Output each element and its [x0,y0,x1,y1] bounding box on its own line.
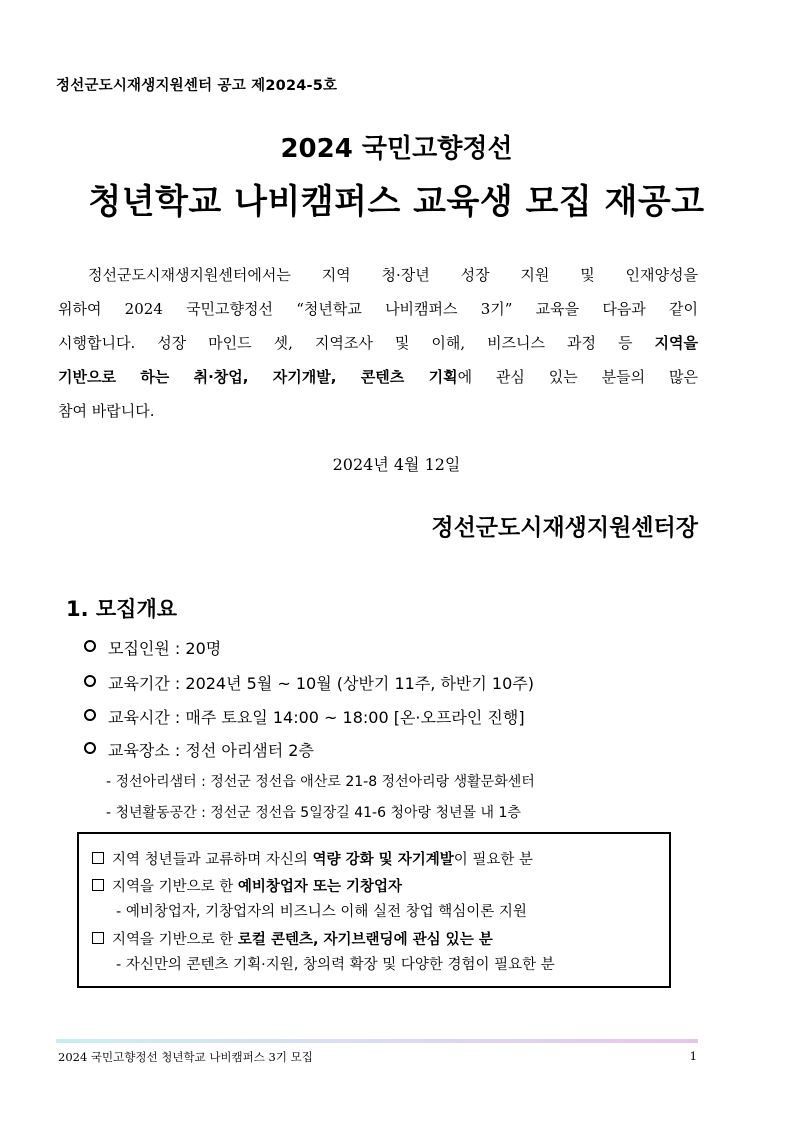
intro-line-4-bold: 기반으로 하는 취·창업, 자기개발, 콘텐츠 기획 [58,368,458,386]
overview-item-text: 모집인원 : 20명 [108,639,222,658]
intro-line-2: 위하여 2024 국민고향정선 “청년학교 나비캠퍼스 3기” 교육을 다음과 같이 [58,300,698,318]
intro-line-1: 정선군도시재생지원센터에서는 지역 청·장년 성장 지원 및 인재양성을 [88,266,698,284]
footer-divider [56,1039,698,1043]
section-title: 1. 모집개요 [66,597,178,621]
overview-item [84,636,221,659]
notice-number: 정선군도시재생지원센터 공고 제2024-5호 [56,78,338,94]
intro-line-4-text: 에 관심 있는 분들의 많은 [457,368,698,386]
page-title: 청년학교 나비캠퍼스 교육생 모집 재공고 [88,182,705,222]
target-item: 지역을 기반으로 한 로컬 콘텐츠, 자기브랜딩에 관심 있는 분 [92,928,493,949]
circle-bullet-icon [84,640,96,652]
intro-line-4 [58,360,698,394]
title-line-1: 2024 국민고향정선 [280,134,513,164]
intro-paragraph [58,258,698,428]
checkbox-icon [92,879,104,891]
footer-text: 2024 국민고향정선 청년학교 나비캠퍼스 3기 모집 [58,1050,313,1064]
notice-date: 2024년 4월 12일 [332,455,461,474]
overview-item [84,671,534,694]
overview-item [84,705,525,728]
signer: 정선군도시재생지원센터장 [431,514,698,541]
place-detail: - 청년활동공간 : 정선군 정선읍 5일장길 41-6 청아랑 청년몰 내 1층 [106,805,521,821]
intro-line-3-text: 시행합니다. 성장 마인드 셋, 지역조사 및 이해, 비즈니스 과정 등 [58,334,633,352]
overview-item-text: 교육시간 : 매주 토요일 14:00 ~ 18:00 [온·오프라인 진행] [108,708,525,727]
target-sub-item: - 자신만의 콘텐츠 기획·지원, 창의력 확장 및 다양한 경험이 필요한 분 [116,957,555,973]
page-number: 1 [689,1049,697,1063]
circle-bullet-icon [84,709,96,721]
intro-line-3 [58,326,698,360]
intro-line-5: 참여 바랍니다. [58,402,155,420]
overview-item-text: 교육기간 : 2024년 5월 ~ 10월 (상반기 11주, 하반기 10주) [108,674,534,693]
circle-bullet-icon [84,675,96,687]
place-detail: - 정선아리샘터 : 정선군 정선읍 애산로 21-8 정선아리랑 생활문화센터 [106,774,535,790]
circle-bullet-icon [84,742,96,754]
target-item: 지역을 기반으로 한 예비창업자 또는 기창업자 [92,875,402,896]
overview-item [84,738,314,761]
checkbox-icon [92,932,104,944]
overview-item-text: 교육장소 : 정선 아리샘터 2층 [108,741,314,760]
target-sub-item: - 예비창업자, 기창업자의 비즈니스 이해 실전 창업 핵심이론 지원 [116,904,527,920]
intro-line-3-bold: 지역을 [654,334,698,352]
target-item: 지역 청년들과 교류하며 자신의 역량 강화 및 자기계발이 필요한 분 [92,848,533,869]
checkbox-icon [92,852,104,864]
